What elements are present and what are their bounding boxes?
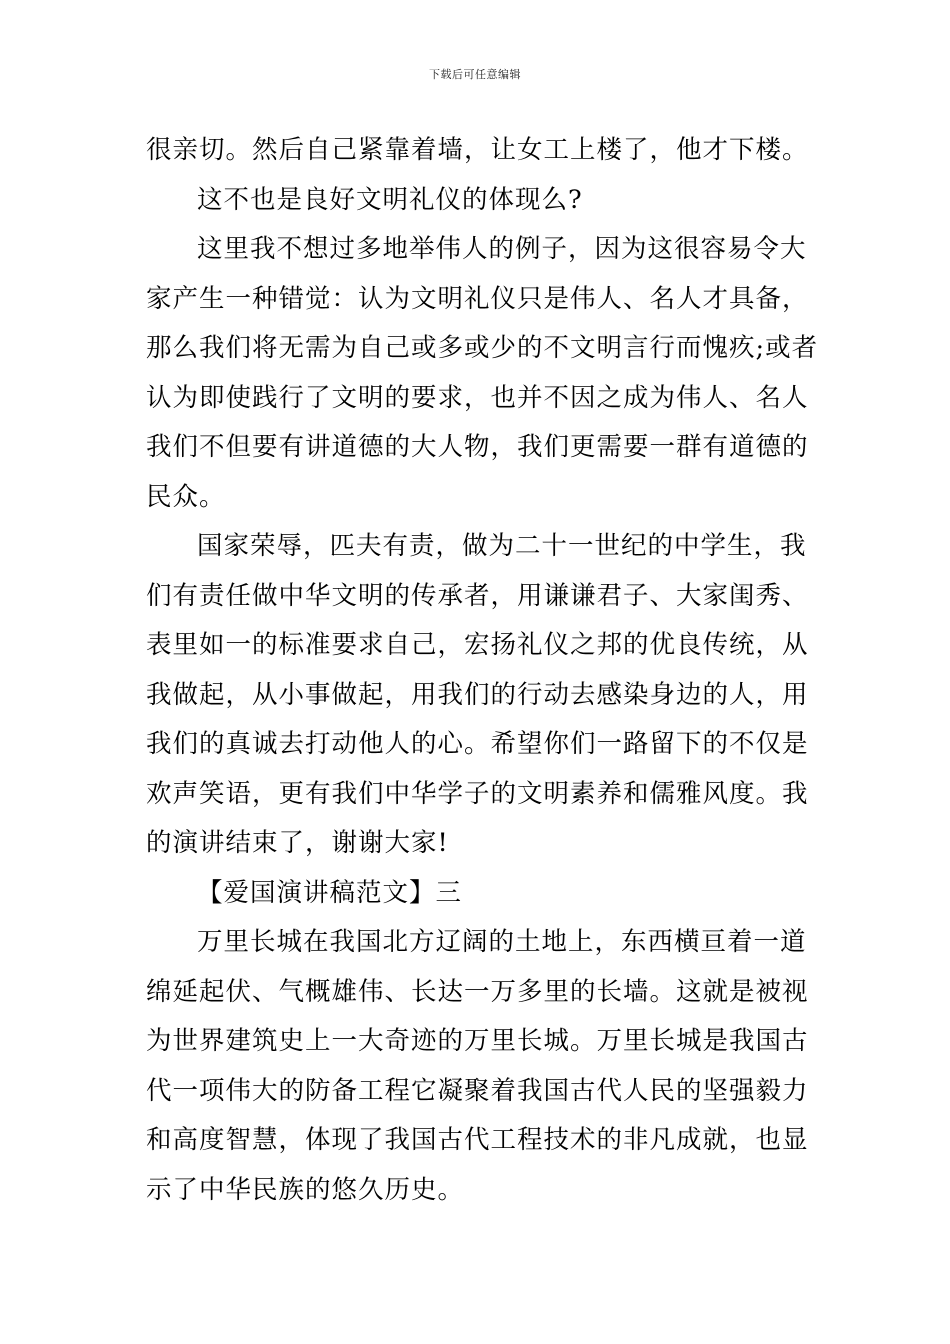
text-line: 表里如一的标准要求自己，宏扬礼仪之邦的优良传统，从 (146, 630, 809, 660)
page-header: 下载后可任意编辑 (429, 68, 521, 81)
text-line: 的演讲结束了，谢谢大家! (146, 828, 449, 858)
text-line: 认为即使践行了文明的要求，也并不因之成为伟人、名人 (146, 382, 809, 413)
text-line: 我们的真诚去打动他人的心。希望你们一路留下的不仅是 (146, 729, 809, 759)
text-line: 代一项伟大的防备工程它凝聚着我国古代人民的坚强毅力 (146, 1075, 809, 1106)
text-line: 们有责任做中华文明的传承者，用谦谦君子、大家闺秀、 (146, 580, 809, 611)
text-line: 民众。 (146, 481, 226, 512)
section-heading: 【爱国演讲稿范文】三 (197, 877, 463, 908)
document-body (146, 126, 819, 1215)
text-line: 我们不但要有讲道德的大人物，我们更需要一群有道德的 (146, 432, 809, 462)
text-line: 示了中华民族的悠久历史。 (146, 1174, 465, 1205)
text-line: 那么我们将无需为自己或多或少的不文明言行而愧疚;或者 (146, 333, 819, 363)
text-line: 我做起，从小事做起，用我们的行动去感染身边的人，用 (146, 679, 809, 710)
text-line: 很亲切。然后自己紧靠着墙，让女工上楼了，他才下楼。 (146, 135, 809, 165)
text-line: 这不也是良好文明礼仪的体现么? (197, 184, 583, 215)
paragraph-start-line: 万里长城在我国北方辽阔的土地上，东西横亘着一道 (197, 927, 807, 957)
text-line: 家产生一种错觉：认为文明礼仪只是伟人、名人才具备， (146, 283, 809, 314)
text-line: 为世界建筑史上一大奇迹的万里长城。万里长城是我国古 (146, 1026, 809, 1056)
paragraph-start-line: 这里我不想过多地举伟人的例子，因为这很容易令大 (197, 234, 807, 264)
paragraph-start-line: 国家荣辱，匹夫有责，做为二十一世纪的中学生，我 (197, 531, 807, 561)
text-line: 和高度智慧，体现了我国古代工程技术的非凡成就，也显 (146, 1125, 809, 1155)
text-line: 欢声笑语，更有我们中华学子的文明素养和儒雅风度。我 (146, 778, 809, 809)
text-line: 绵延起伏、气概雄伟、长达一万多里的长墙。这就是被视 (146, 976, 809, 1007)
